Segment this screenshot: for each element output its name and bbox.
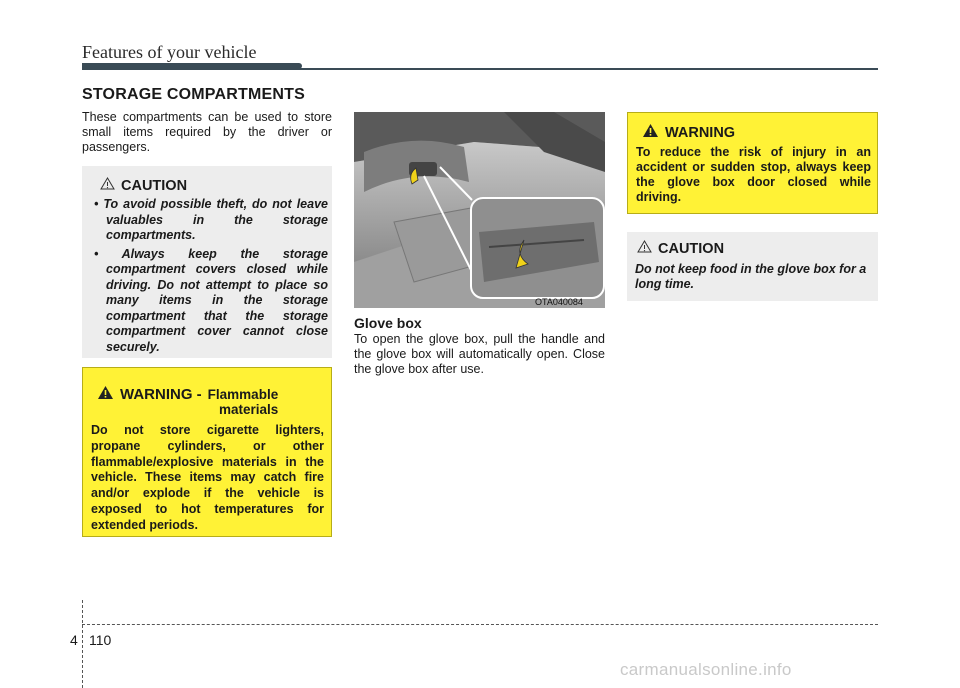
header-title: Features of your vehicle: [82, 42, 257, 62]
intro-text: These compartments can be used to store small items required by the driver or passengers.: [82, 110, 332, 154]
warning-triangle-icon: [642, 123, 659, 142]
footer-section-number: 4: [70, 632, 78, 648]
caution-title: CAUTION: [658, 240, 725, 257]
warning-title: WARNING: [665, 124, 736, 141]
caution-body: Do not keep food in the glove box for a long time.: [635, 262, 867, 291]
footer-page-number: 110: [89, 632, 112, 648]
warning-subtitle-2: materials: [219, 402, 279, 417]
caution-box-storage: [82, 166, 332, 358]
warning-triangle-icon: [97, 385, 114, 404]
glove-box-title: Glove box: [354, 315, 422, 331]
warning-box-flammable: [82, 367, 332, 537]
footer-rule: [82, 624, 878, 625]
section-title: STORAGE COMPARTMENTS: [82, 86, 305, 103]
warning-title: WARNING -: [120, 386, 202, 403]
glove-box-illustration: [354, 112, 605, 308]
caution-triangle-icon: [100, 177, 115, 194]
warning-body: Do not store cigarette lighters, propane cylinders, or other flammable/explosive materials in the vehicle. These items may catch fire and/or explode if the vehicle is exposed to hot temperatures for extended periods.: [91, 423, 324, 532]
caution-box-food: [627, 232, 878, 301]
caution-list: [90, 197, 328, 358]
warning-subtitle: Flammable: [207, 387, 279, 402]
watermark: carmanualsonline.info: [620, 660, 792, 679]
caution-title: CAUTION: [121, 177, 188, 194]
caution-item-theft: • To avoid possible theft, do not leave valuables in the storage compartments.: [94, 197, 328, 242]
figure-code: OTA040084: [535, 297, 583, 307]
footer-divider: [82, 600, 83, 688]
warning-box-glove-door: [627, 112, 878, 214]
caution-triangle-icon: [637, 240, 652, 257]
glove-box-body: To open the glove box, pull the handle and the glove box will automatically open. Close the glove box after use.: [354, 332, 605, 376]
warning-body: To reduce the risk of injury in an accident or sudden stop, always keep the glove box door closed while driving.: [636, 145, 871, 204]
header-rule: [82, 68, 878, 70]
caution-item-covers: • Always keep the storage compartment covers closed while driving. Do not attempt to place so many items in the storage compartment that the storage compartment cover cannot close securely.: [94, 246, 328, 354]
